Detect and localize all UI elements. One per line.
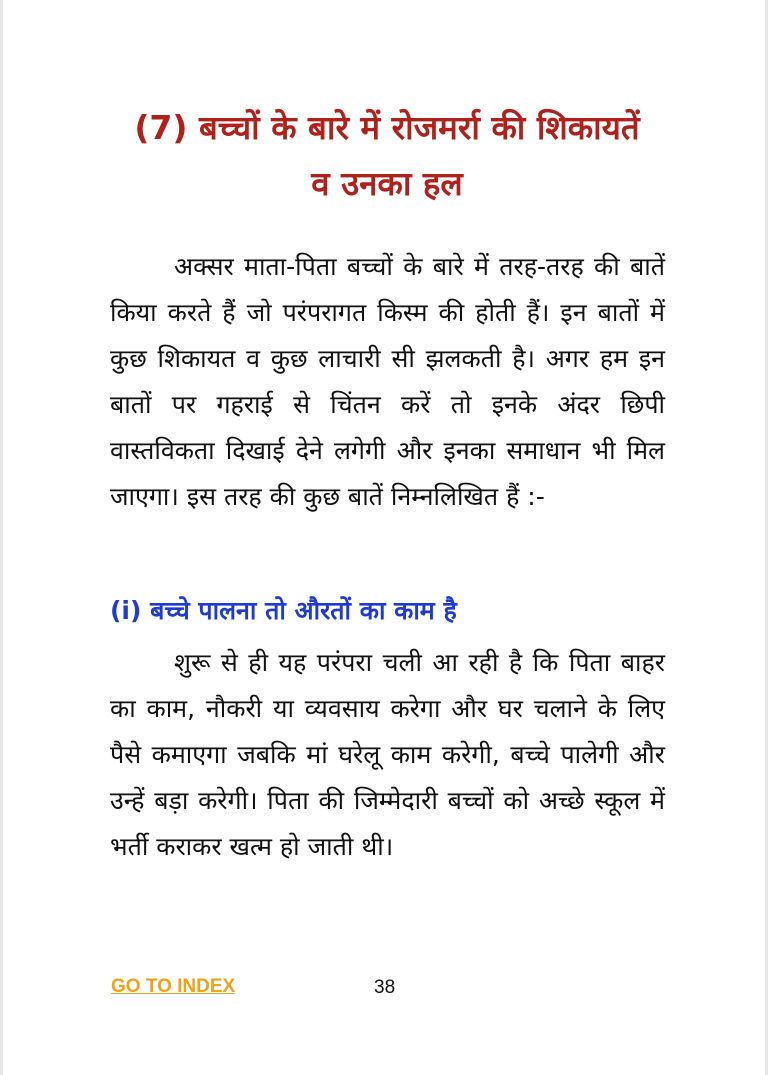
- intro-paragraph: अक्सर माता-पिता बच्चों के बारे में तरह-तरह की बातें किया करते हैं जो परंपरागत किस्म की होती हैं। इन बातों में कुछ शिकायत व कुछ लाचारी सी झलकती है। अगर हम इन बातों पर गहराई से चिंतन करें तो इनके अंदर छिपी वास्तविकता दिखाई देने लगेगी और इनका समाधान भी मिल जाएगा। इस तरह की कुछ बातें निम्नलिखित हैं :-: [110, 252, 665, 511]
- chapter-title: [63, 100, 711, 212]
- go-to-index-link[interactable]: GO TO INDEX: [111, 976, 236, 997]
- section-paragraph: शुरू से ही यह परंपरा चली आ रही है कि पिता बाहर का काम, नौकरी या व्यवसाय करेगा और घर चलाने के लिए पैसे कमाएगा जबकि मां घरेलू काम करेगी, बच्चे पालेगी और उन्हें बड़ा करेगी। पिता की जिम्मेदारी बच्चों को अच्छे स्कूल में भर्ती कराकर खत्म हो जाती थी।: [110, 648, 665, 861]
- chapter-title-line-1: (7) बच्चों के बारे में रोजमर्रा की शिकायतें: [134, 108, 640, 147]
- section-heading: (i) बच्चे पालना तो औरतों का काम है: [110, 596, 457, 625]
- page-number: 38: [374, 977, 396, 998]
- chapter-title-line-2: व उनका हल: [311, 164, 463, 203]
